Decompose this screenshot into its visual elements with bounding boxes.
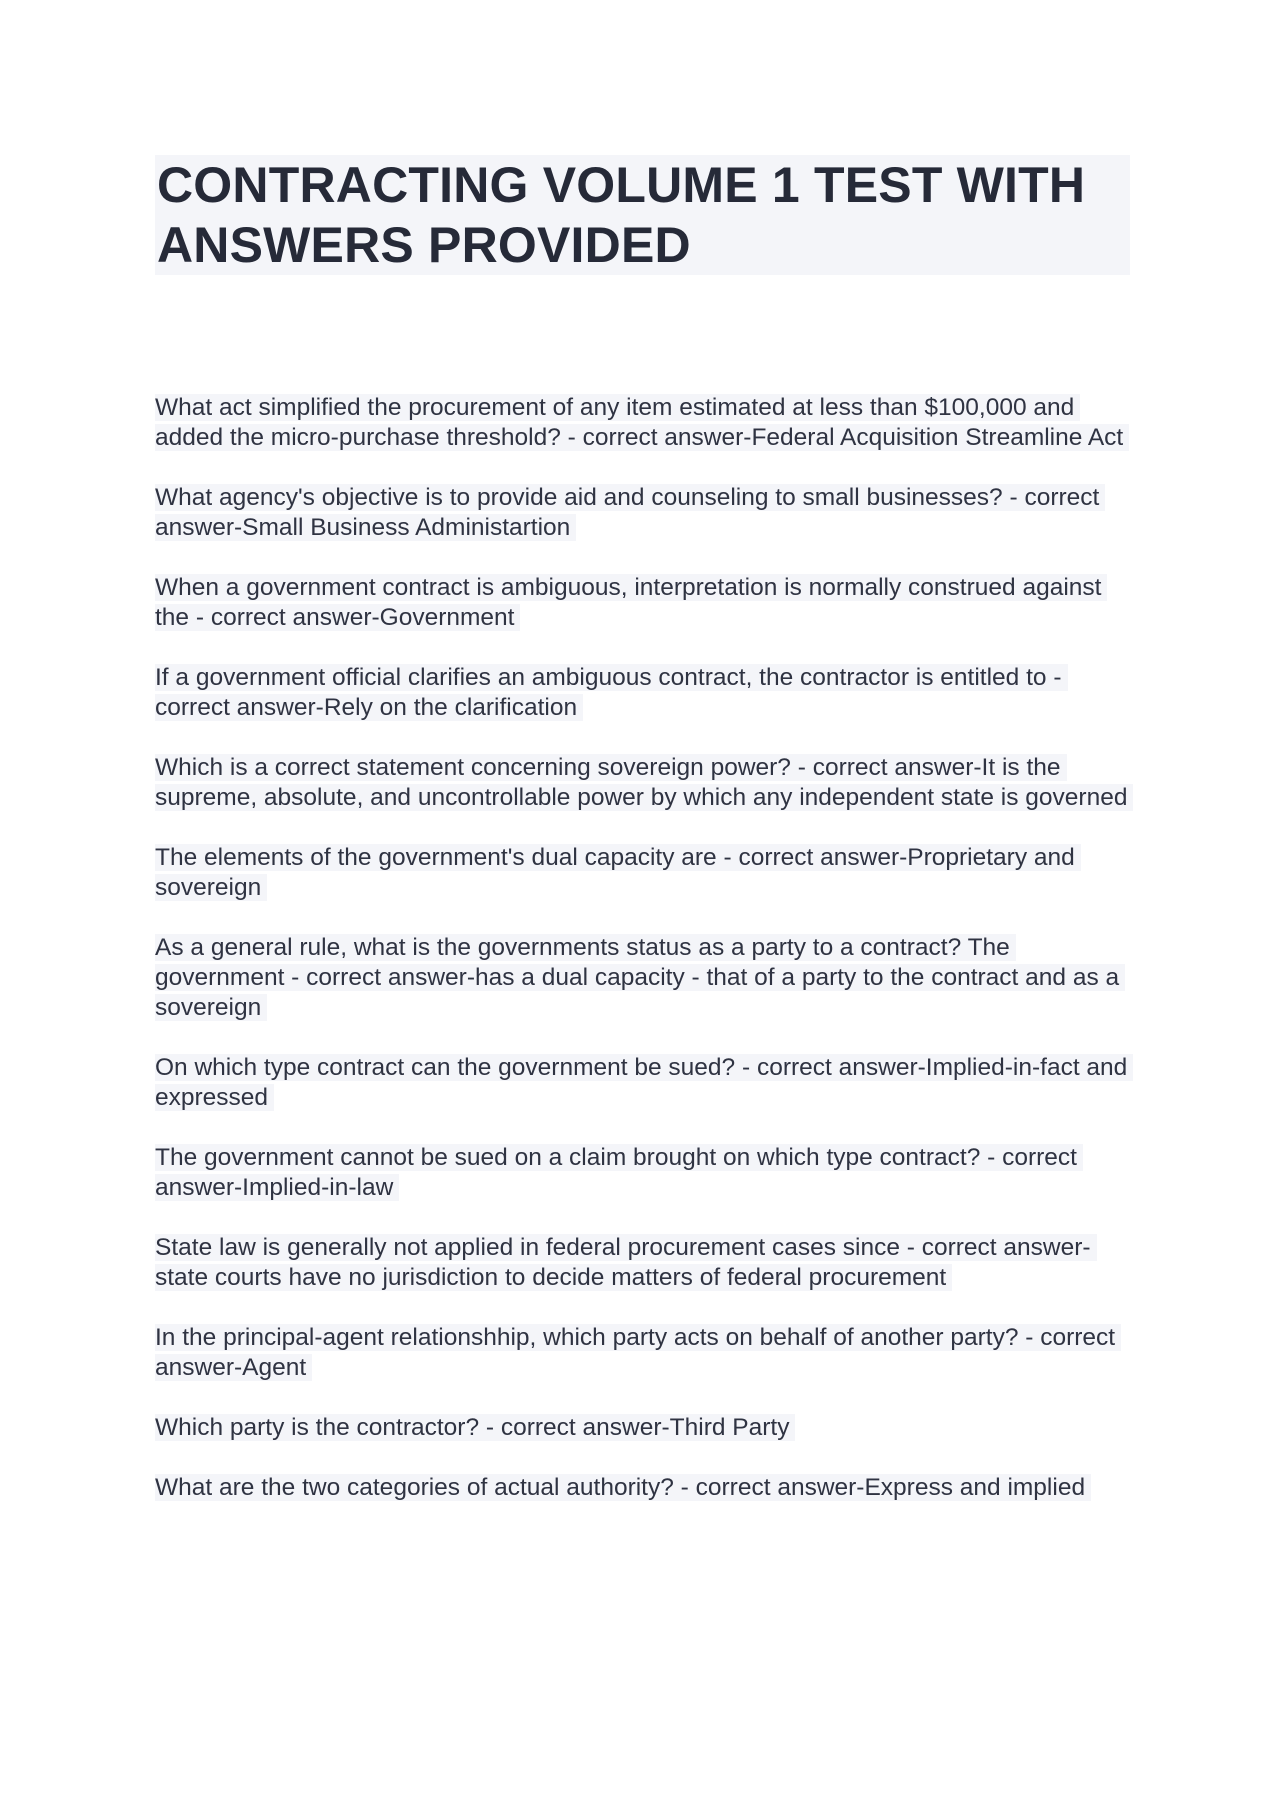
- qa-item: [155, 1473, 1140, 1503]
- qa-text: What are the two categories of actual authority? - correct answer-Express and implied: [155, 1474, 1091, 1501]
- qa-item: [155, 753, 1140, 813]
- title-block: [155, 155, 1130, 275]
- qa-item: [155, 483, 1140, 543]
- qa-text: State law is generally not applied in federal procurement cases since - correct answer-state courts have no jurisdiction to decide matters of federal procurement: [155, 1234, 1097, 1291]
- qa-item: [155, 1053, 1140, 1113]
- qa-text: As a general rule, what is the governments status as a party to a contract? The government - correct answer-has a dual capacity - that of a party to the contract and as a sovereign: [155, 934, 1125, 1021]
- qa-text: If a government official clarifies an ambiguous contract, the contractor is entitled to - correct answer-Rely on the clarification: [155, 664, 1068, 721]
- qa-item: [155, 843, 1140, 903]
- qa-item: [155, 663, 1140, 723]
- qa-item: [155, 393, 1140, 453]
- qa-item: [155, 573, 1140, 633]
- qa-text: When a government contract is ambiguous, interpretation is normally construed against the - correct answer-Government: [155, 574, 1107, 631]
- qa-list: [155, 393, 1140, 1533]
- qa-text: In the principal-agent relationshhip, which party acts on behalf of another party? - correct answer-Agent: [155, 1324, 1121, 1381]
- qa-item: [155, 1143, 1140, 1203]
- qa-text: On which type contract can the government be sued? - correct answer-Implied-in-fact and expressed: [155, 1054, 1133, 1111]
- qa-text: Which party is the contractor? - correct answer-Third Party: [155, 1414, 795, 1441]
- qa-text: The elements of the government's dual capacity are - correct answer-Proprietary and sovereign: [155, 844, 1081, 901]
- qa-item: [155, 1233, 1140, 1293]
- qa-item: [155, 1413, 1140, 1443]
- qa-item: [155, 933, 1140, 1023]
- qa-text: What agency's objective is to provide aid and counseling to small businesses? - correct answer-Small Business Administartion: [155, 484, 1105, 541]
- qa-item: [155, 1323, 1140, 1383]
- qa-text: What act simplified the procurement of any item estimated at less than $100,000 and added the micro-purchase threshold? - correct answer-Federal Acquisition Streamline Act: [155, 394, 1129, 451]
- page-title: CONTRACTING VOLUME 1 TEST WITH ANSWERS PROVIDED: [157, 157, 1086, 273]
- qa-text: The government cannot be sued on a claim brought on which type contract? - correct answer-Implied-in-law: [155, 1144, 1083, 1201]
- qa-text: Which is a correct statement concerning sovereign power? - correct answer-It is the supreme, absolute, and uncontrollable power by which any independent state is governed: [155, 754, 1133, 811]
